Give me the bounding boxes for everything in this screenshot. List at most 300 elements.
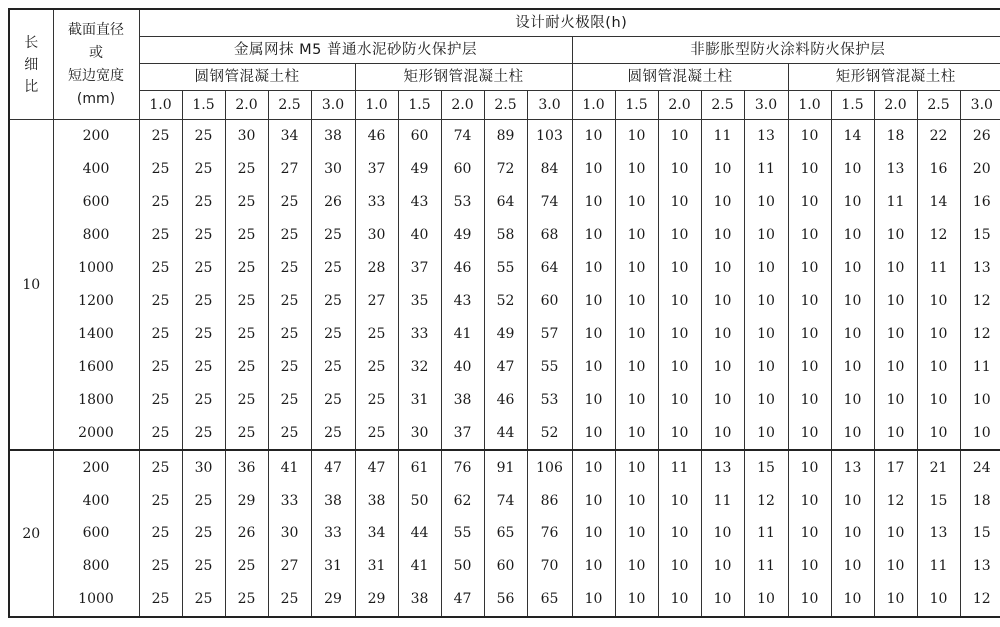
- thickness-value-cell: 40: [441, 350, 484, 383]
- thickness-value-cell: 10: [874, 550, 917, 583]
- thickness-value-cell: 15: [960, 517, 1000, 550]
- duration-header-cell: 2.0: [441, 91, 484, 120]
- table-body: [9, 120, 1000, 618]
- duration-header-cell: 2.5: [484, 91, 527, 120]
- thickness-value-cell: 10: [658, 285, 701, 318]
- thickness-value-cell: 25: [225, 285, 268, 318]
- thickness-value-cell: 25: [182, 252, 225, 285]
- duration-header-cell: 3.0: [311, 91, 355, 120]
- thickness-value-cell: 25: [182, 383, 225, 416]
- thickness-value-cell: 29: [355, 583, 398, 617]
- thickness-value-cell: 10: [572, 285, 615, 318]
- column-type-header: 矩形钢管混凝土柱: [788, 64, 1000, 91]
- thickness-value-cell: 10: [788, 285, 831, 318]
- thickness-value-cell: 64: [484, 186, 527, 219]
- thickness-value-cell: 24: [960, 450, 1000, 484]
- thickness-value-cell: 30: [225, 120, 268, 153]
- thickness-value-cell: 56: [484, 583, 527, 617]
- thickness-value-cell: 37: [398, 252, 441, 285]
- column-type-header: 圆钢管混凝土柱: [572, 64, 788, 91]
- duration-header-cell: 1.0: [572, 91, 615, 120]
- thickness-value-cell: 10: [658, 186, 701, 219]
- thickness-value-cell: 30: [355, 219, 398, 252]
- thickness-value-cell: 38: [441, 383, 484, 416]
- duration-header-cell: 3.0: [744, 91, 788, 120]
- thickness-value-cell: 31: [355, 550, 398, 583]
- thickness-value-cell: 49: [441, 219, 484, 252]
- thickness-value-cell: 25: [268, 583, 311, 617]
- thickness-value-cell: 25: [268, 186, 311, 219]
- thickness-value-cell: 10: [788, 484, 831, 517]
- section-dimension-cell: 400: [53, 484, 139, 517]
- thickness-value-cell: 10: [788, 416, 831, 450]
- section-dimension-cell: 600: [53, 186, 139, 219]
- thickness-value-cell: 10: [658, 317, 701, 350]
- thickness-value-cell: 68: [527, 219, 572, 252]
- thickness-value-cell: 10: [831, 285, 874, 318]
- slenderness-ratio-cell: 20: [9, 450, 53, 617]
- thickness-value-cell: 52: [527, 416, 572, 450]
- thickness-value-cell: 55: [441, 517, 484, 550]
- table-row: [9, 350, 1000, 383]
- thickness-value-cell: 15: [744, 450, 788, 484]
- thickness-value-cell: 25: [182, 484, 225, 517]
- thickness-value-cell: 10: [960, 383, 1000, 416]
- thickness-value-cell: 25: [139, 550, 182, 583]
- thickness-value-cell: 91: [484, 450, 527, 484]
- thickness-value-cell: 10: [917, 416, 960, 450]
- thickness-value-cell: 31: [398, 383, 441, 416]
- thickness-value-cell: 36: [225, 450, 268, 484]
- thickness-value-cell: 10: [658, 153, 701, 186]
- table-row: [9, 252, 1000, 285]
- thickness-value-cell: 25: [182, 583, 225, 617]
- thickness-value-cell: 64: [527, 252, 572, 285]
- thickness-value-cell: 25: [182, 285, 225, 318]
- thickness-value-cell: 60: [527, 285, 572, 318]
- thickness-value-cell: 25: [355, 383, 398, 416]
- thickness-value-cell: 44: [398, 517, 441, 550]
- thickness-value-cell: 10: [917, 285, 960, 318]
- table-row: [9, 383, 1000, 416]
- thickness-value-cell: 10: [658, 583, 701, 617]
- section-dimension-cell: 1600: [53, 350, 139, 383]
- thickness-value-cell: 22: [917, 120, 960, 153]
- thickness-value-cell: 25: [139, 252, 182, 285]
- thickness-value-cell: 25: [182, 350, 225, 383]
- thickness-value-cell: 25: [225, 383, 268, 416]
- thickness-value-cell: 57: [527, 317, 572, 350]
- thickness-value-cell: 26: [311, 186, 355, 219]
- thickness-value-cell: 55: [484, 252, 527, 285]
- duration-header-cell: 1.5: [182, 91, 225, 120]
- table-row: [9, 317, 1000, 350]
- thickness-value-cell: 25: [311, 383, 355, 416]
- duration-header-cell: 3.0: [527, 91, 572, 120]
- thickness-value-cell: 34: [355, 517, 398, 550]
- thickness-value-cell: 25: [311, 317, 355, 350]
- thickness-value-cell: 53: [527, 383, 572, 416]
- thickness-value-cell: 10: [615, 120, 658, 153]
- thickness-value-cell: 10: [572, 484, 615, 517]
- thickness-value-cell: 11: [701, 484, 744, 517]
- thickness-value-cell: 10: [615, 517, 658, 550]
- thickness-value-cell: 33: [311, 517, 355, 550]
- thickness-value-cell: 49: [484, 317, 527, 350]
- thickness-value-cell: 74: [484, 484, 527, 517]
- thickness-value-cell: 10: [788, 120, 831, 153]
- duration-header-cell: 2.0: [874, 91, 917, 120]
- thickness-value-cell: 25: [355, 317, 398, 350]
- thickness-value-cell: 11: [701, 120, 744, 153]
- thickness-value-cell: 10: [874, 383, 917, 416]
- slenderness-header-line: 长: [24, 34, 39, 51]
- thickness-value-cell: 65: [484, 517, 527, 550]
- table-row: [9, 120, 1000, 153]
- thickness-value-cell: 10: [615, 450, 658, 484]
- thickness-value-cell: 10: [960, 416, 1000, 450]
- thickness-value-cell: 50: [398, 484, 441, 517]
- thickness-value-cell: 12: [960, 317, 1000, 350]
- table-row: [9, 583, 1000, 617]
- thickness-value-cell: 27: [355, 285, 398, 318]
- duration-header-cell: 3.0: [960, 91, 1000, 120]
- thickness-value-cell: 10: [831, 416, 874, 450]
- thickness-value-cell: 25: [139, 450, 182, 484]
- table-row: [9, 484, 1000, 517]
- thickness-value-cell: 10: [831, 252, 874, 285]
- thickness-value-cell: 11: [960, 350, 1000, 383]
- fire-limit-header: 设计耐火极限(h): [139, 9, 1000, 37]
- thickness-value-cell: 10: [788, 219, 831, 252]
- thickness-value-cell: 10: [572, 120, 615, 153]
- thickness-value-cell: 25: [182, 517, 225, 550]
- thickness-value-cell: 10: [744, 416, 788, 450]
- thickness-value-cell: 16: [917, 153, 960, 186]
- thickness-value-cell: 26: [960, 120, 1000, 153]
- thickness-value-cell: 44: [484, 416, 527, 450]
- table-row: [9, 186, 1000, 219]
- thickness-value-cell: 12: [960, 583, 1000, 617]
- thickness-value-cell: 13: [960, 252, 1000, 285]
- duration-header-cell: 2.5: [268, 91, 311, 120]
- thickness-value-cell: 10: [788, 252, 831, 285]
- duration-header-cell: 2.0: [225, 91, 268, 120]
- thickness-value-cell: 10: [572, 252, 615, 285]
- table-row: [9, 450, 1000, 484]
- thickness-value-cell: 25: [182, 317, 225, 350]
- thickness-value-cell: 74: [527, 186, 572, 219]
- section-dimension-cell: 1800: [53, 383, 139, 416]
- thickness-value-cell: 10: [615, 550, 658, 583]
- thickness-value-cell: 25: [268, 219, 311, 252]
- thickness-value-cell: 25: [182, 550, 225, 583]
- thickness-value-cell: 10: [572, 383, 615, 416]
- thickness-value-cell: 25: [225, 583, 268, 617]
- thickness-value-cell: 10: [701, 416, 744, 450]
- thickness-value-cell: 10: [874, 252, 917, 285]
- section-dimension-cell: 200: [53, 120, 139, 153]
- thickness-value-cell: 25: [225, 416, 268, 450]
- thickness-value-cell: 30: [268, 517, 311, 550]
- thickness-value-cell: 61: [398, 450, 441, 484]
- thickness-value-cell: 60: [441, 153, 484, 186]
- thickness-value-cell: 13: [960, 550, 1000, 583]
- thickness-value-cell: 37: [441, 416, 484, 450]
- thickness-value-cell: 10: [615, 383, 658, 416]
- thickness-value-cell: 10: [701, 186, 744, 219]
- thickness-value-cell: 106: [527, 450, 572, 484]
- thickness-value-cell: 60: [398, 120, 441, 153]
- thickness-value-cell: 34: [268, 120, 311, 153]
- thickness-value-cell: 10: [701, 517, 744, 550]
- section-dimension-cell: 1000: [53, 252, 139, 285]
- thickness-value-cell: 10: [744, 383, 788, 416]
- slenderness-ratio-header: [9, 9, 53, 120]
- thickness-value-cell: 10: [572, 219, 615, 252]
- duration-header-cell: 2.0: [658, 91, 701, 120]
- thickness-value-cell: 15: [960, 219, 1000, 252]
- thickness-value-cell: 43: [441, 285, 484, 318]
- thickness-value-cell: 47: [355, 450, 398, 484]
- thickness-value-cell: 10: [701, 285, 744, 318]
- thickness-value-cell: 10: [874, 416, 917, 450]
- thickness-value-cell: 30: [398, 416, 441, 450]
- thickness-value-cell: 13: [744, 120, 788, 153]
- thickness-value-cell: 27: [268, 153, 311, 186]
- thickness-value-cell: 25: [139, 317, 182, 350]
- table-row: [9, 153, 1000, 186]
- dimension-header-line: 短边宽度: [68, 67, 124, 84]
- thickness-value-cell: 11: [917, 252, 960, 285]
- thickness-value-cell: 50: [441, 550, 484, 583]
- thickness-value-cell: 25: [268, 416, 311, 450]
- thickness-value-cell: 41: [268, 450, 311, 484]
- thickness-value-cell: 21: [917, 450, 960, 484]
- table-row: [9, 550, 1000, 583]
- thickness-value-cell: 10: [701, 219, 744, 252]
- dimension-header-line: 截面直径: [68, 21, 124, 38]
- duration-header-cell: 1.0: [355, 91, 398, 120]
- thickness-value-cell: 62: [441, 484, 484, 517]
- thickness-value-cell: 25: [268, 383, 311, 416]
- table-row: [9, 285, 1000, 318]
- thickness-value-cell: 46: [355, 120, 398, 153]
- thickness-value-cell: 10: [788, 517, 831, 550]
- thickness-value-cell: 89: [484, 120, 527, 153]
- section-dimension-cell: 800: [53, 219, 139, 252]
- thickness-value-cell: 25: [182, 120, 225, 153]
- thickness-value-cell: 25: [311, 350, 355, 383]
- thickness-value-cell: 30: [311, 153, 355, 186]
- thickness-value-cell: 58: [484, 219, 527, 252]
- thickness-value-cell: 29: [311, 583, 355, 617]
- thickness-value-cell: 25: [139, 153, 182, 186]
- thickness-value-cell: 10: [788, 350, 831, 383]
- thickness-value-cell: 25: [311, 219, 355, 252]
- thickness-value-cell: 76: [527, 517, 572, 550]
- duration-header-cell: 2.5: [917, 91, 960, 120]
- thickness-value-cell: 38: [398, 583, 441, 617]
- thickness-value-cell: 10: [658, 517, 701, 550]
- thickness-value-cell: 10: [572, 550, 615, 583]
- thickness-value-cell: 76: [441, 450, 484, 484]
- thickness-value-cell: 10: [831, 550, 874, 583]
- thickness-value-cell: 33: [268, 484, 311, 517]
- thickness-value-cell: 25: [268, 252, 311, 285]
- thickness-value-cell: 10: [831, 186, 874, 219]
- thickness-value-cell: 10: [874, 219, 917, 252]
- thickness-value-cell: 65: [527, 583, 572, 617]
- thickness-value-cell: 47: [311, 450, 355, 484]
- duration-header-cell: 1.0: [788, 91, 831, 120]
- thickness-value-cell: 10: [701, 252, 744, 285]
- coating-protection-header: 非膨胀型防火涂料防火保护层: [572, 37, 1000, 64]
- thickness-value-cell: 25: [139, 583, 182, 617]
- thickness-value-cell: 10: [874, 517, 917, 550]
- thickness-value-cell: 10: [788, 186, 831, 219]
- thickness-value-cell: 10: [701, 583, 744, 617]
- thickness-value-cell: 12: [874, 484, 917, 517]
- thickness-value-cell: 46: [484, 383, 527, 416]
- thickness-value-cell: 10: [615, 153, 658, 186]
- thickness-value-cell: 10: [658, 120, 701, 153]
- thickness-value-cell: 30: [182, 450, 225, 484]
- thickness-value-cell: 25: [139, 285, 182, 318]
- thickness-value-cell: 25: [139, 517, 182, 550]
- column-type-header: 矩形钢管混凝土柱: [355, 64, 572, 91]
- thickness-value-cell: 60: [484, 550, 527, 583]
- thickness-value-cell: 47: [441, 583, 484, 617]
- thickness-value-cell: 10: [615, 416, 658, 450]
- thickness-value-cell: 10: [788, 383, 831, 416]
- thickness-value-cell: 16: [960, 186, 1000, 219]
- thickness-value-cell: 10: [831, 317, 874, 350]
- thickness-value-cell: 12: [960, 285, 1000, 318]
- thickness-value-cell: 32: [398, 350, 441, 383]
- thickness-value-cell: 26: [225, 517, 268, 550]
- thickness-value-cell: 47: [484, 350, 527, 383]
- thickness-value-cell: 25: [182, 416, 225, 450]
- thickness-value-cell: 20: [960, 153, 1000, 186]
- dimension-header-line: (mm): [76, 90, 116, 107]
- thickness-value-cell: 10: [917, 350, 960, 383]
- thickness-value-cell: 27: [268, 550, 311, 583]
- thickness-value-cell: 10: [788, 583, 831, 617]
- thickness-value-cell: 86: [527, 484, 572, 517]
- thickness-value-cell: 38: [311, 120, 355, 153]
- thickness-value-cell: 10: [572, 350, 615, 383]
- thickness-value-cell: 10: [615, 285, 658, 318]
- thickness-value-cell: 10: [874, 285, 917, 318]
- thickness-value-cell: 41: [398, 550, 441, 583]
- thickness-value-cell: 10: [744, 583, 788, 617]
- table-row: [9, 219, 1000, 252]
- thickness-value-cell: 25: [182, 153, 225, 186]
- thickness-value-cell: 10: [572, 416, 615, 450]
- thickness-value-cell: 10: [831, 219, 874, 252]
- thickness-value-cell: 53: [441, 186, 484, 219]
- thickness-value-cell: 13: [831, 450, 874, 484]
- thickness-value-cell: 10: [788, 550, 831, 583]
- thickness-value-cell: 13: [874, 153, 917, 186]
- section-dimension-cell: 400: [53, 153, 139, 186]
- duration-header-cell: 1.5: [831, 91, 874, 120]
- thickness-value-cell: 10: [615, 484, 658, 517]
- thickness-value-cell: 10: [744, 252, 788, 285]
- table-row: [9, 517, 1000, 550]
- thickness-value-cell: 10: [831, 350, 874, 383]
- section-dimension-cell: 1000: [53, 583, 139, 617]
- column-type-header: 圆钢管混凝土柱: [139, 64, 355, 91]
- thickness-value-cell: 10: [615, 186, 658, 219]
- thickness-value-cell: 10: [615, 252, 658, 285]
- thickness-value-cell: 10: [744, 219, 788, 252]
- thickness-value-cell: 52: [484, 285, 527, 318]
- thickness-value-cell: 10: [658, 219, 701, 252]
- thickness-value-cell: 10: [701, 550, 744, 583]
- thickness-value-cell: 11: [658, 450, 701, 484]
- thickness-value-cell: 70: [527, 550, 572, 583]
- thickness-value-cell: 10: [917, 383, 960, 416]
- thickness-value-cell: 10: [658, 252, 701, 285]
- thickness-value-cell: 12: [744, 484, 788, 517]
- duration-header-cell: 1.5: [398, 91, 441, 120]
- thickness-value-cell: 10: [701, 383, 744, 416]
- section-dimension-cell: 1400: [53, 317, 139, 350]
- fire-protection-table-container: [8, 8, 992, 618]
- thickness-value-cell: 74: [441, 120, 484, 153]
- thickness-value-cell: 25: [268, 317, 311, 350]
- thickness-value-cell: 31: [311, 550, 355, 583]
- thickness-value-cell: 43: [398, 186, 441, 219]
- section-dimension-cell: 1200: [53, 285, 139, 318]
- mortar-protection-header: 金属网抹 M5 普通水泥砂防火保护层: [139, 37, 572, 64]
- thickness-value-cell: 10: [831, 583, 874, 617]
- thickness-value-cell: 25: [311, 252, 355, 285]
- thickness-value-cell: 10: [572, 153, 615, 186]
- thickness-value-cell: 10: [917, 317, 960, 350]
- thickness-value-cell: 10: [658, 416, 701, 450]
- thickness-value-cell: 10: [788, 153, 831, 186]
- slenderness-ratio-cell: 10: [9, 120, 53, 451]
- thickness-value-cell: 18: [960, 484, 1000, 517]
- duration-header-cell: 1.0: [139, 91, 182, 120]
- thickness-value-cell: 10: [658, 383, 701, 416]
- thickness-value-cell: 13: [701, 450, 744, 484]
- duration-header-cell: 2.5: [701, 91, 744, 120]
- thickness-value-cell: 11: [744, 517, 788, 550]
- thickness-value-cell: 72: [484, 153, 527, 186]
- thickness-value-cell: 10: [701, 350, 744, 383]
- thickness-value-cell: 25: [225, 153, 268, 186]
- thickness-value-cell: 10: [917, 583, 960, 617]
- thickness-value-cell: 25: [225, 317, 268, 350]
- thickness-value-cell: 15: [917, 484, 960, 517]
- thickness-value-cell: 25: [139, 120, 182, 153]
- fire-protection-thickness-table: [8, 8, 1000, 618]
- thickness-value-cell: 10: [615, 317, 658, 350]
- thickness-value-cell: 10: [658, 550, 701, 583]
- thickness-value-cell: 10: [572, 186, 615, 219]
- slenderness-header-line: 细: [24, 56, 39, 73]
- thickness-value-cell: 25: [139, 484, 182, 517]
- thickness-value-cell: 13: [917, 517, 960, 550]
- thickness-value-cell: 25: [182, 186, 225, 219]
- thickness-value-cell: 10: [831, 383, 874, 416]
- thickness-value-cell: 29: [225, 484, 268, 517]
- duration-header-cell: 1.5: [615, 91, 658, 120]
